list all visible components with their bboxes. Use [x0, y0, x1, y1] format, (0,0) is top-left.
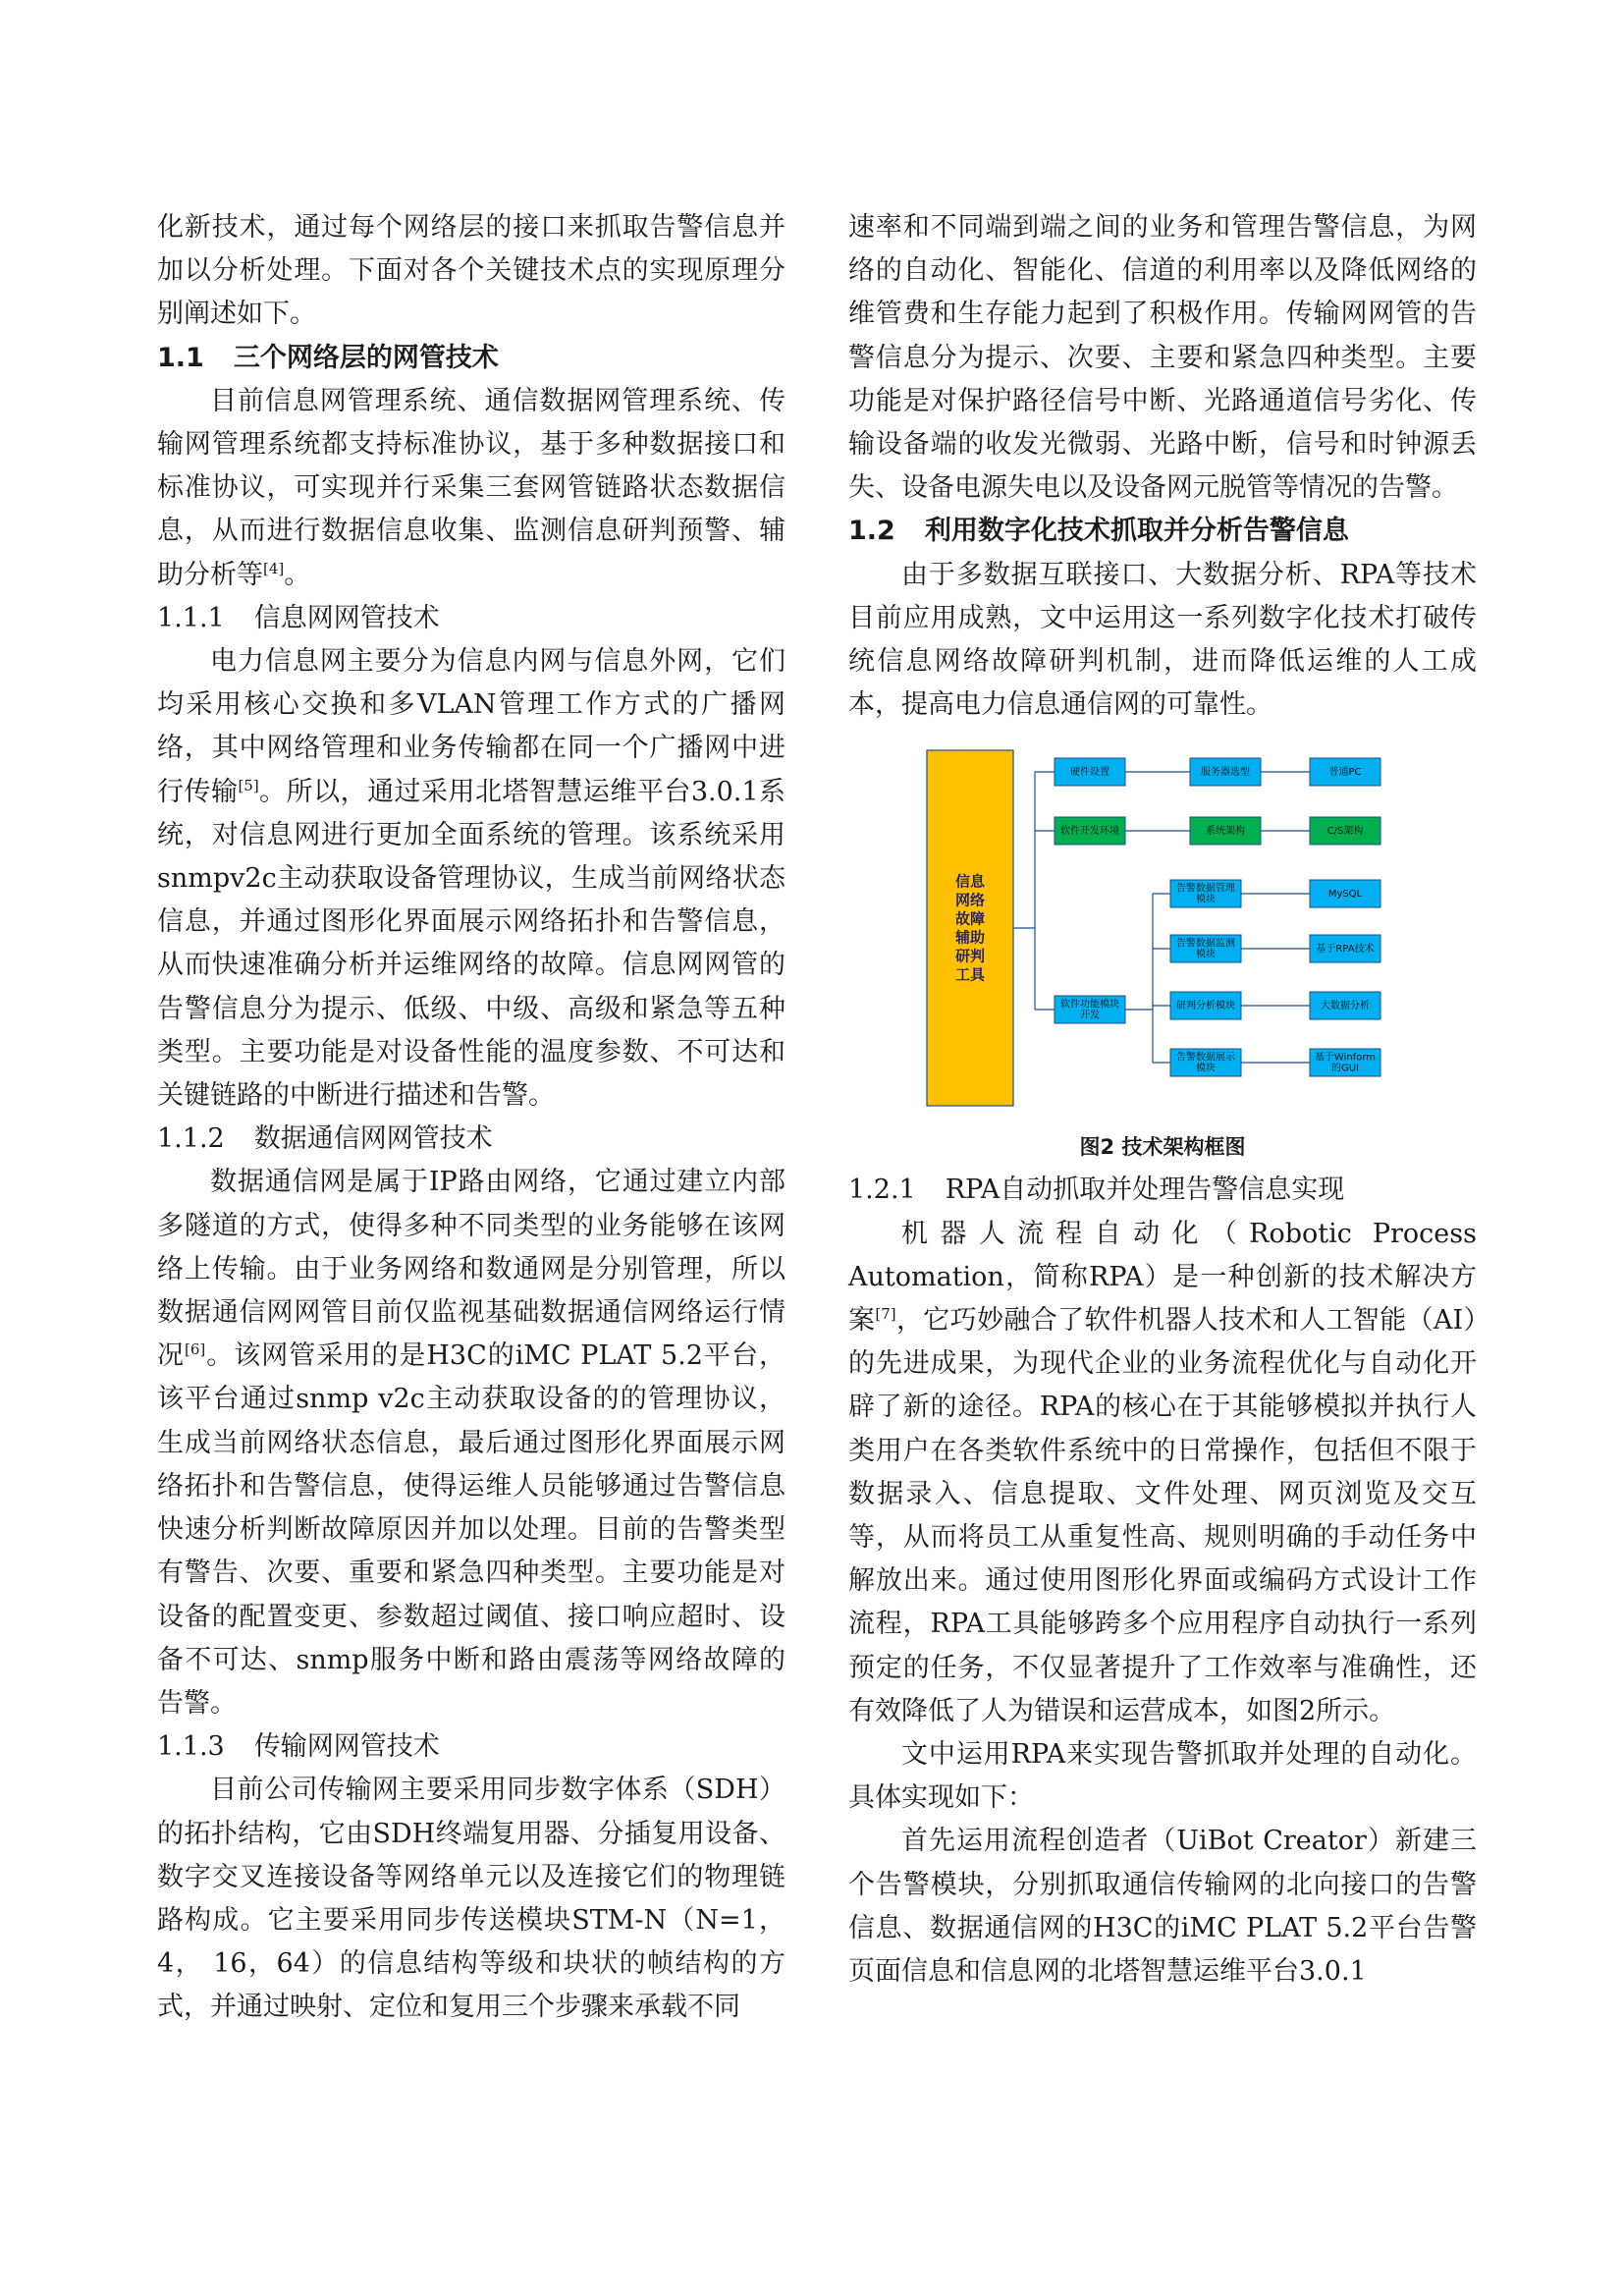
subsection-heading [848, 1169, 1477, 1212]
paragraph [848, 1213, 1477, 1733]
section-number: 1.2 [848, 516, 895, 547]
component-node-label: C/S架构 [1326, 826, 1364, 838]
section-title: 信息网网管技术 [253, 602, 440, 633]
figure-caption: 图2 技术架构框图 [1079, 1135, 1246, 1160]
citation: [5] [238, 776, 259, 794]
citation: [4] [263, 559, 285, 577]
subsection-heading [157, 1725, 785, 1769]
root-node-label: 工具 [954, 965, 986, 984]
module-node-label: 模块 [1196, 950, 1216, 961]
paragraph: 速率和不同端到端之间的业务和管理告警信息，为网络的自动化、智能化、信道的利用率以及降低网络的维管费和生存能力起到了积极作用。传输网网管的告警信息分为提示、次要、主要和紧急四种类型。主要功能是对保护路径信号中断、光路通道信号劣化、传输设备端的收发光微弱、光路中断，信号和时钟源丢失、设备电源失电以及设备网元脱管等情况的告警。 [848, 212, 1477, 504]
section-title: 三个网络层的网管技术 [233, 342, 499, 373]
component-node-label: 系统架构 [1206, 826, 1245, 838]
architecture-diagram [848, 733, 1477, 1125]
root-node-label: 信息 [954, 872, 986, 891]
right-column [848, 206, 1477, 1994]
component-node-label: 服务器选型 [1201, 767, 1250, 779]
paragraph-text: 机器人流程自动化（Robotic Process Automation，简称RPA）是一种创新的技术解决方案 [848, 1218, 1477, 1337]
root-node-label: 网络 [954, 891, 986, 909]
section-number: 1.1.3 [157, 1731, 225, 1763]
paragraph-text: 电力信息网主要分为信息内网与信息外网，它们均采用核心交换和多VLAN管理工作方式的广播网络，其中网络管理和业务传输都在同一个广播网中进行传输 [157, 646, 785, 807]
citation: [6] [185, 1340, 206, 1359]
category-node-label: 软件功能模块 [1060, 1000, 1119, 1011]
paragraph-text: 目前信息网管理系统、通信数据网管理系统、传输网管理系统都支持标准协议，基于多种数据接口和标准协议，可实现并行采集三套网管链路状态数据信息，从而进行数据信息收集、监测信息研判预警、辅助分析等 [157, 385, 785, 590]
paragraph [157, 1161, 785, 1725]
paragraph [157, 380, 785, 597]
paragraph: 由于多数据互联接口、大数据分析、RPA等技术目前应用成熟，文中运用这一系列数字化技术打破传统信息网络故障研判机制，进而降低运维的人工成本，提高电力信息通信网的可靠性。 [848, 559, 1477, 721]
section-title: RPA自动抓取并处理告警信息实现 [945, 1175, 1345, 1206]
section-heading [157, 337, 785, 380]
subsection-heading [157, 1118, 785, 1161]
paragraph-text: 。该网管采用的是H3C的iMC PLAT 5.2平台，该平台通过snmp v2c主动获取设备的的管理协议，生成当前网络状态信息，最后通过图形化界面展示网络拓扑和告警信息，使得运维人员能够通过告警信息快速分析判断故障原因并加以处理。目前的告警类型有警告、次要、重要和紧急四种类型。主要功能是对设备的配置变更、参数超过阈值、接口响应超时、设备不可达、snmp服务中断和路由震荡等网络故障的告警。 [157, 1340, 785, 1719]
module-impl-node-label: 基于RPA技术 [1316, 944, 1375, 956]
paragraph-text: 。 [284, 559, 311, 590]
module-node-label: 告警数据展示 [1176, 1053, 1235, 1065]
module-node-label: 模块 [1196, 895, 1216, 906]
section-title: 利用数字化技术抓取并分析告警信息 [924, 516, 1349, 547]
left-column [157, 206, 785, 2030]
module-node-label: 模块 [1196, 1064, 1216, 1075]
paragraph [157, 640, 785, 1118]
category-node-label: 硬件设置 [1070, 767, 1109, 779]
section-number: 1.1 [157, 342, 204, 373]
module-impl-node-label: 的GUI [1330, 1064, 1360, 1075]
citation: [7] [875, 1305, 896, 1324]
category-node-label: 软件开发环境 [1060, 826, 1119, 838]
module-node-label: 告警数据监测 [1176, 939, 1235, 951]
paragraph-text: ，它巧妙融合了软件机器人技术和人工智能（AI）的先进成果，为现代企业的业务流程优化与自动化开辟了新的途径。RPA的核心在于其能够模拟并执行人类用户在各类软件系统中的日常操作，包括但不限于数据录入、信息提取、文件处理、网页浏览及交互等，从而将员工从重复性高、规则明确的手动任务中解放出来。通过使用图形化界面或编码方式设计工作流程，RPA工具能够跨多个应用程序自动执行一系列预定的任务，不仅显著提升了工作效率与准确性，还有效降低了人为错误和运营成本，如图2所示。 [848, 1305, 1477, 1726]
paragraph: 目前公司传输网主要采用同步数字体系（SDH）的拓扑结构，它由SDH终端复用器、分插复用设备、数字交叉连接设备等网络单元以及连接它们的物理链路构成。它主要采用同步传送模块STM-N（N=1，4， 16，64）的信息结构等级和块状的帧结构的方式，并通过映射、定位和复用三个步骤来承载不同 [157, 1775, 785, 2023]
paragraph-text: 。所以，通过采用北塔智慧运维平台3.0.1系统，对信息网进行更加全面系统的管理。该系统采用snmpv2c主动获取设备管理协议，生成当前网络状态信息，并通过图形化界面展示网络拓扑和告警信息，从而快速准确分析并运维网络的故障。信息网网管的告警信息分为提示、低级、中级、高级和紧急等五种类型。主要功能是对设备性能的温度参数、不可达和关键链路的中断进行描述和告警。 [157, 776, 785, 1112]
paragraph-text: 数据通信网是属于IP路由网络，它通过建立内部多隧道的方式，使得多种不同类型的业务能够在该网络上传输。由于业务网络和数通网是分别管理，所以数据通信网网管目前仅监视基础数据通信网络运行情况 [157, 1167, 785, 1372]
root-node-label: 辅助 [954, 928, 986, 947]
module-node-label: 告警数据管理 [1176, 884, 1235, 896]
module-impl-node-label: 基于Winform [1314, 1053, 1377, 1065]
component-node-label: 普通PC [1328, 767, 1362, 779]
section-heading [848, 510, 1477, 553]
section-title: 传输网网管技术 [253, 1731, 440, 1763]
section-number: 1.1.1 [157, 602, 225, 633]
module-impl-node-label: MySQL [1327, 889, 1363, 901]
section-number: 1.1.2 [157, 1123, 225, 1155]
root-node-label: 故障 [954, 909, 986, 928]
diagram-canvas [848, 733, 1477, 1125]
module-impl-node-label: 大数据分析 [1321, 1001, 1370, 1012]
paragraph: 首先运用流程创造者（UiBot Creator）新建三个告警模块，分别抓取通信传输网的北向接口的告警信息、数据通信网的H3C的iMC PLAT 5.2平台告警页面信息和信息网的北塔智慧运维平台3.0.1 [848, 1826, 1477, 1988]
paragraph: 文中运用RPA来实现告警抓取并处理的自动化。具体实现如下： [848, 1739, 1477, 1814]
root-node-label: 研判 [954, 947, 986, 965]
section-number: 1.2.1 [848, 1175, 916, 1206]
section-title: 数据通信网网管技术 [253, 1123, 493, 1155]
module-node-label: 研判分析模块 [1176, 1001, 1235, 1012]
paragraph: 化新技术，通过每个网络层的接口来抓取告警信息并加以分析处理。下面对各个关键技术点的实现原理分别阐述如下。 [157, 212, 785, 330]
subsection-heading [157, 597, 785, 640]
category-node-label: 开发 [1080, 1011, 1100, 1022]
